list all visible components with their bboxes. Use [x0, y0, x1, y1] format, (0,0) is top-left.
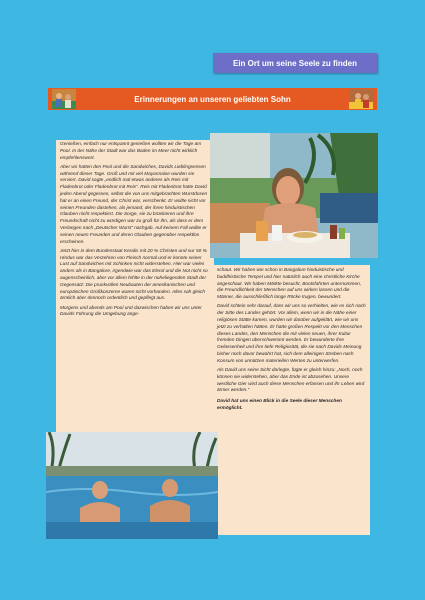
page-title: Ein Ort um seine Seele zu finden: [232, 58, 358, 68]
paragraph: Als David uns seine Sicht darlegte, fügte er gleich hinzu: „Noch, noch können sie widerstehen, aber das Ende ist abzusehen. Unsere westliche Gier wird auch diese Menschen erfassen und ihr Leben wird ärmer werden.“: [217, 367, 365, 394]
section-title: Erinnerungen an unseren geliebten Sohn: [134, 94, 291, 104]
paragraph: Jetzt hier in dem Bundesstaat Keralis mit 20 % Christen und nur 50 % Hindus war das Verzehren von Fleisch normal und er konnte seiner Lust auf Sandwiches mit Schinken nicht widerstehen. Hier war vieles anders als in Bangalore, irgendwie war das Elend und die Not nicht so augenscheinlich, aber vor allem fehlte in der noheliegenden Stadt der Gegensatz: Die prunkvollen Neubauten der amerikanischen und europäischen Großkonzerne waren nicht vorhanden. Alles sah gleich ärmlich aber dennoch ordentlich und gepflegt aus.: [60, 248, 208, 302]
section-header-bar: [48, 88, 377, 110]
paragraph: Morgens und abends am Pool und dazwischen haben wir uns unter Davids Führung die Umgebung ange-: [60, 305, 202, 318]
paragraph: Aber wir hatten den Pool und die Sandwiches, Davids Lieblingsessen während dieser Tage. Groß und mit viel Mayonnaise wurden sie serviert. David sagte „endlich mal etwas anderes als Reis mit Fladenbrot oder Fladenbrot mit Reis“. Reis mit Fladenbrot hatte David jeden Abend gegessen, selbst die von uns mitgebrachten Wurstdosen hat er an einen Freund, der Christ war, verschenkt. Er wollte nicht vor seinen Freunden dastehen, als jemand, der ihren hinduistischen Glauben nicht respektiert. Die Sorge, sie zu brüskieren und ihre Freundschaft nicht zu würdigen war zu groß für ihn, als dass er dem Verlangen nach „Deutscher Wurst“ nachgab. Auf keinem Fall wollte er seinen neuen Freunden und deren Glauben gegenüber respektlos erscheinen.: [60, 164, 208, 245]
closing-statement: David hat uns einen Blick in die Seele dieser Menschen ermöglicht.: [217, 399, 342, 411]
paragraph: David schtein sehr darauf, dass wir uns so verhielten, wie es sich nach der Sitte des Landes gehört. Vor allem, wenn wir in die Nähe einer religiösen Stätte kamen, wurden wir darüber aufgeklärt, wie wir uns jetzt zu verhalten hätten. Er hatte großen Respekt vor den Menschen dieses Landes, den Menschen die mit vielen neuen, ihrer Kultur fremden Dingen überschwemmt werden. Er bewunderte ihre Gelassenheit und ihre tiefe Religiosität, die sie nach Davids Meinung bisher noch davor bewahrt hat, sich dem alleinigen Streben nach Konsum von unnützen materiellen Werten zu unterwerfen.: [217, 304, 366, 364]
two-men-in-pool-photo: [46, 432, 218, 539]
paragraph: schaut. Wir haben wie schon in Bangalore hinduistische und buddhistische Tempel und hier natürlich auch eine christliche Kirche angeschaut. Wir haben Märkte besucht, Bootsfahrten unternommen, die Freundlichkeit der Menschen auf uns wirken lassen und die Männer, die ausschließlich lange Röcke trugen, bewundert.: [217, 268, 362, 301]
thumbnail-left-photo: [52, 89, 76, 109]
right-text-column: [213, 265, 370, 535]
thumbnail-right-photo: [349, 89, 373, 109]
man-at-poolside-table-photo: [210, 133, 378, 258]
paragraph: Genießen, einfach nur entspannt genießen wollten wir die Tage am Pool. In der Nähe der Stadt war das Baden im Meer nicht wirklich empfehlenswert.: [60, 142, 202, 161]
left-text-column: [56, 140, 214, 435]
page-title-banner: [213, 53, 377, 73]
